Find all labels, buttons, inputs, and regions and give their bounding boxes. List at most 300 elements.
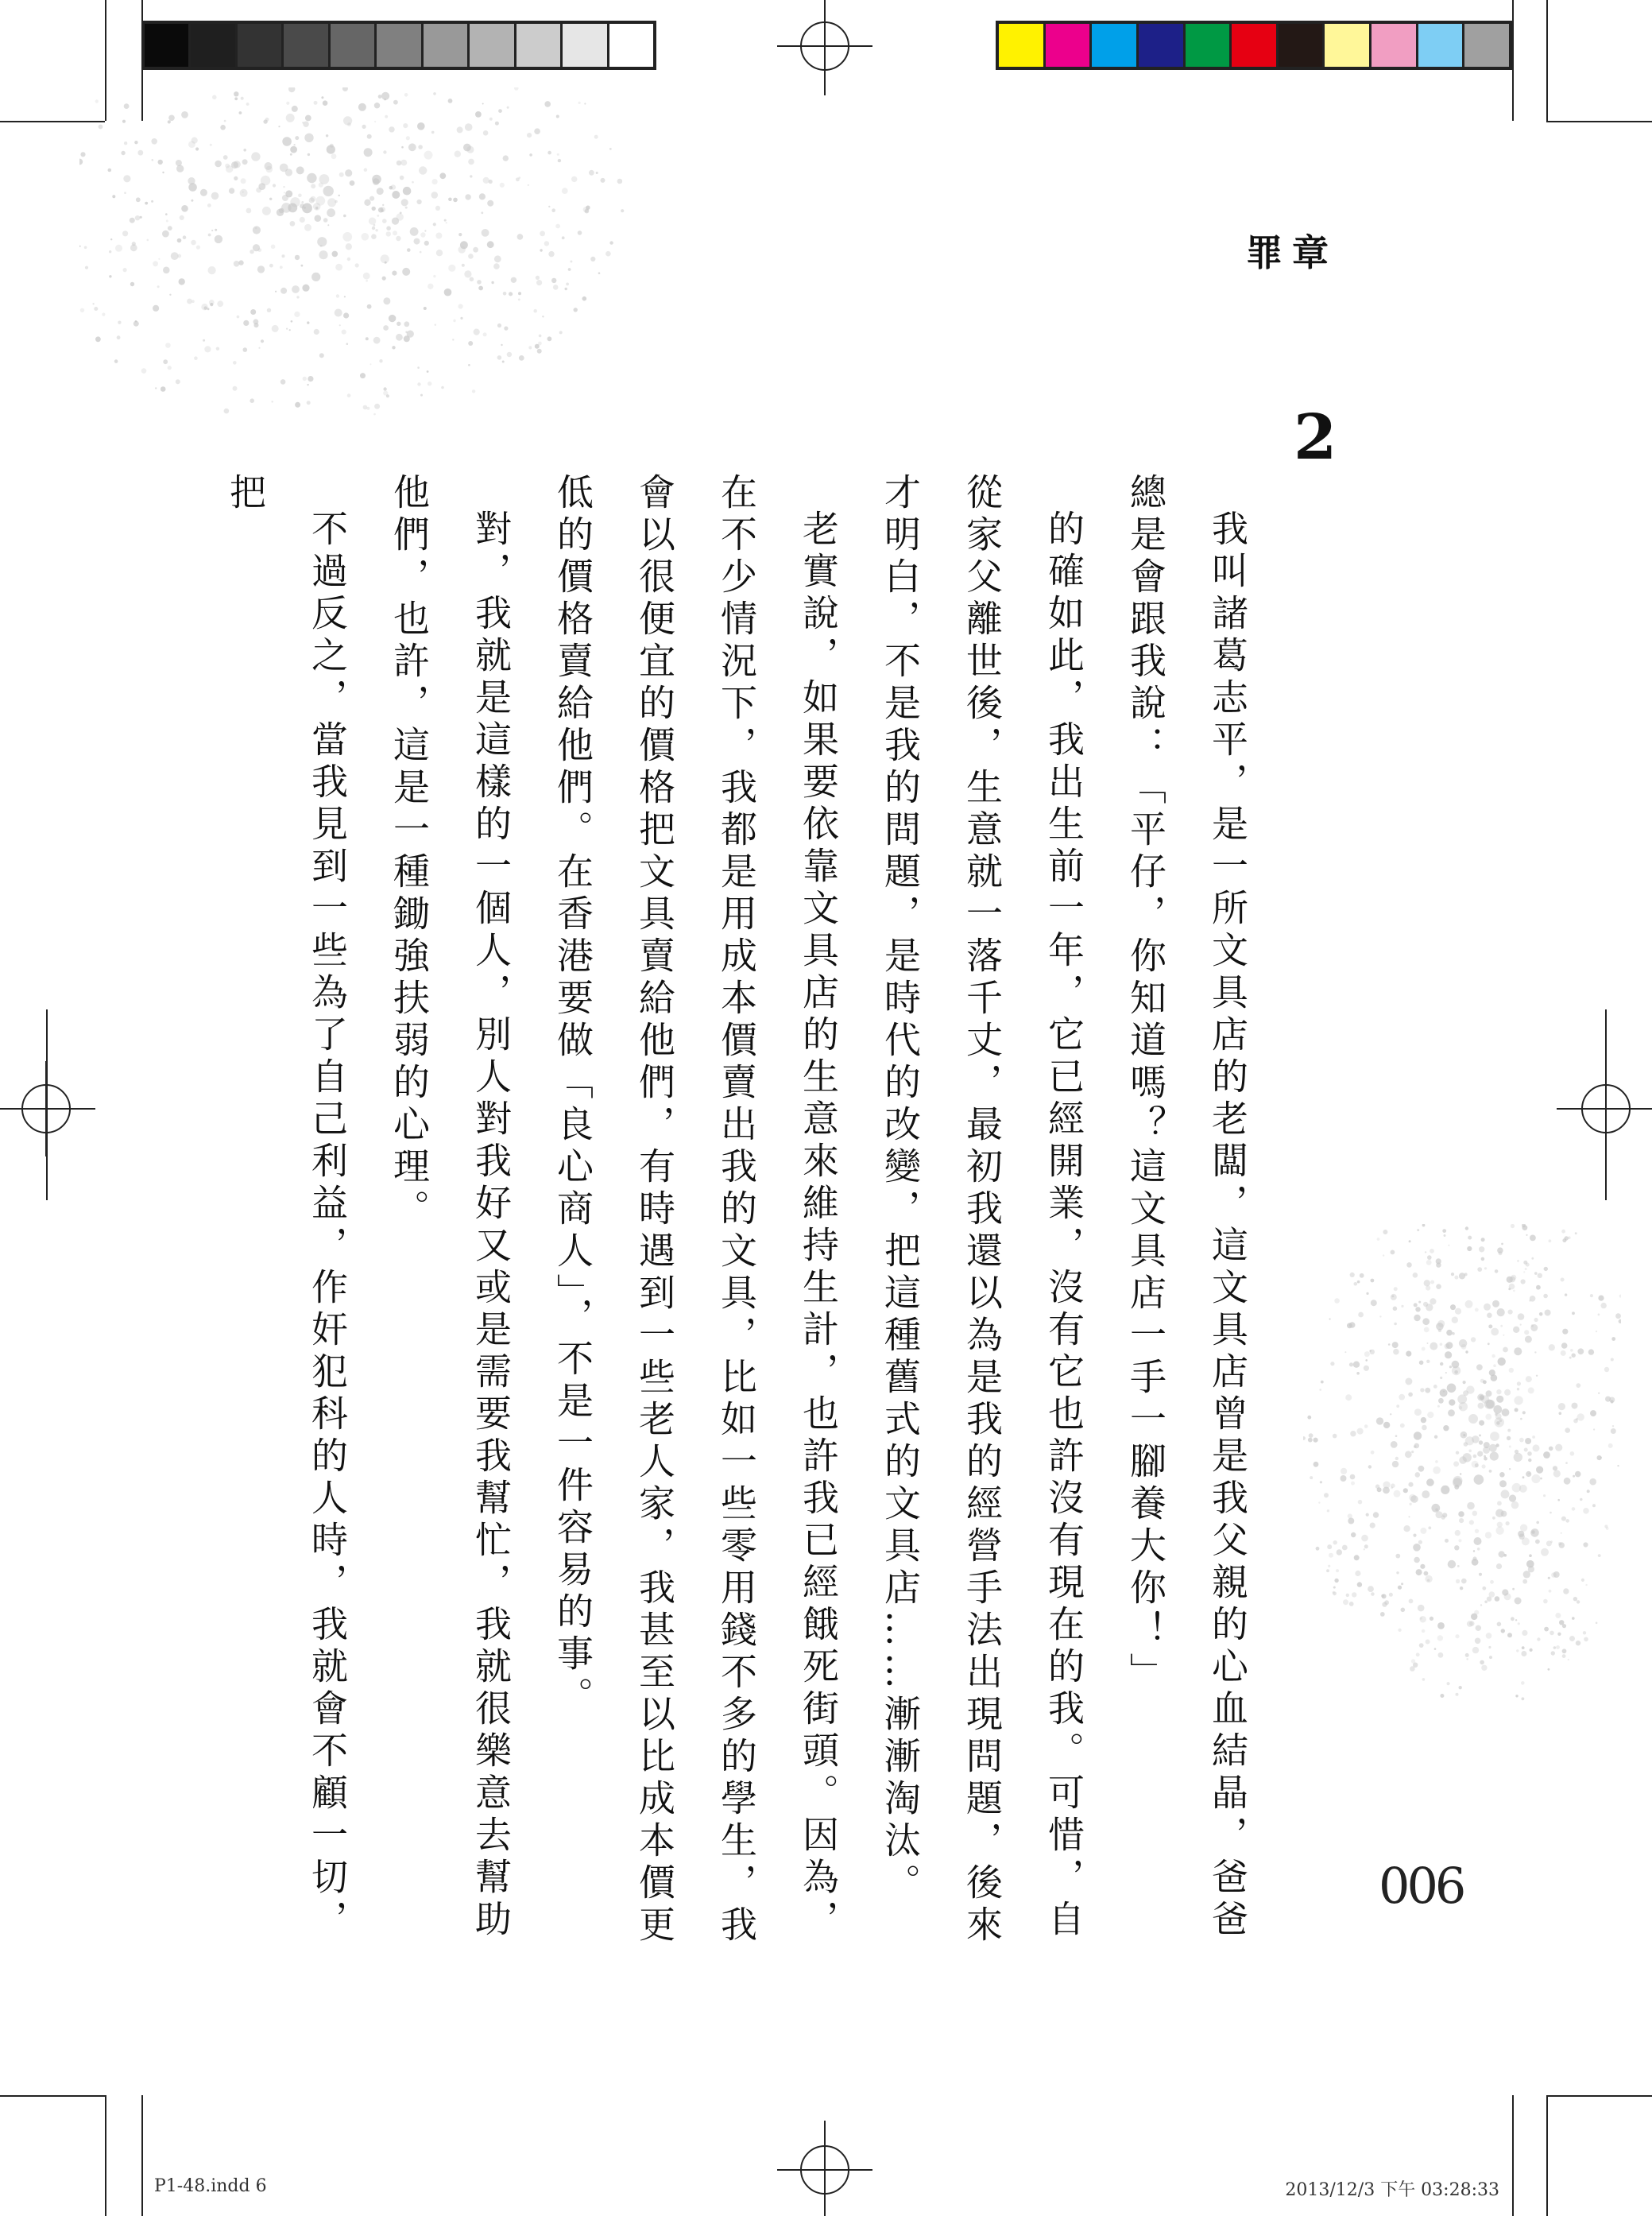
speckle-dot	[358, 103, 366, 111]
speckle-dot	[295, 136, 299, 140]
speckle-dot	[1319, 1389, 1321, 1391]
speckle-dot	[1511, 1224, 1515, 1228]
speckle-dot	[1454, 1545, 1459, 1550]
speckle-dot	[405, 331, 408, 334]
speckle-dot	[1351, 1482, 1355, 1486]
speckle-dot	[1596, 1331, 1597, 1332]
speckle-dot	[215, 229, 217, 231]
speckle-dot	[1518, 1313, 1525, 1320]
speckle-dot	[417, 366, 420, 369]
speckle-dot	[191, 240, 196, 246]
speckle-dot	[1365, 1359, 1368, 1362]
speckle-dot	[210, 144, 212, 146]
speckle-dot	[79, 246, 81, 247]
speckle-dot	[1361, 1535, 1368, 1542]
speckle-dot	[1493, 1405, 1502, 1414]
speckle-dot	[377, 188, 384, 195]
speckle-dot	[1489, 1444, 1497, 1452]
crop-mark	[1512, 2095, 1514, 2216]
speckle-dot	[1517, 1388, 1519, 1390]
speckle-dot	[491, 281, 493, 284]
speckle-dot	[1427, 1342, 1429, 1344]
speckle-dot	[1347, 1323, 1352, 1328]
speckle-dot	[1405, 1451, 1412, 1458]
speckle-dot	[1427, 1255, 1432, 1260]
speckle-dot	[292, 106, 298, 112]
speckle-dot	[518, 292, 521, 295]
speckle-dot	[1418, 1301, 1421, 1304]
speckle-dot	[1377, 1487, 1382, 1492]
speckle-dot	[1357, 1582, 1362, 1586]
speckle-dot	[1612, 1425, 1614, 1427]
speckle-dot	[256, 188, 261, 193]
speckle-dot	[1489, 1470, 1492, 1473]
speckle-dot	[1420, 1616, 1426, 1622]
speckle-dot	[94, 307, 98, 311]
speckle-dot	[1463, 1453, 1472, 1462]
speckle-dot	[1577, 1348, 1584, 1354]
speckle-dot	[1345, 1394, 1352, 1400]
speckle-dot	[393, 100, 398, 105]
speckle-dot	[381, 209, 384, 212]
speckle-dot	[1465, 1350, 1468, 1353]
speckle-dot	[253, 319, 259, 324]
speckle-dot	[1503, 1347, 1508, 1353]
speckle-dot	[1576, 1383, 1580, 1388]
speckle-dot	[594, 135, 598, 139]
speckle-dot	[1481, 1665, 1487, 1671]
speckle-dot	[165, 343, 171, 348]
speckle-dot	[509, 292, 513, 296]
speckle-dot	[200, 189, 207, 196]
speckle-dot	[239, 111, 242, 114]
speckle-dot	[92, 303, 94, 304]
speckle-dot	[558, 159, 561, 162]
speckle-dot	[1561, 1278, 1565, 1282]
speckle-dot	[1513, 1290, 1515, 1292]
speckle-dot	[169, 294, 171, 296]
speckle-dot	[502, 361, 505, 363]
speckle-dot	[280, 379, 286, 385]
speckle-dot	[1414, 1408, 1422, 1416]
speckle-dot	[1503, 1335, 1504, 1336]
speckle-dot	[1406, 1262, 1412, 1268]
speckle-dot	[1468, 1450, 1472, 1453]
speckle-dot	[1394, 1323, 1397, 1326]
speckle-dot	[282, 137, 292, 146]
speckle-dot	[243, 320, 249, 326]
crop-mark	[1546, 2095, 1652, 2097]
speckle-dot	[1517, 1381, 1521, 1385]
speckle-dot	[410, 227, 419, 236]
speckle-dot	[1575, 1232, 1577, 1234]
speckle-dot	[162, 231, 169, 238]
speckle-dot	[1598, 1554, 1601, 1557]
speckle-dot	[1472, 1461, 1479, 1468]
speckle-dot	[323, 100, 328, 106]
speckle-dot	[1389, 1593, 1393, 1597]
speckle-dot	[162, 172, 164, 173]
speckle-dot	[1371, 1451, 1375, 1455]
speckle-dot	[124, 192, 126, 194]
speckle-dot	[1548, 1577, 1550, 1579]
speckle-dot	[1561, 1350, 1566, 1356]
speckle-dot	[115, 245, 122, 252]
speckle-dot	[1480, 1397, 1483, 1400]
speckle-dot	[1328, 1565, 1330, 1567]
speckle-dot	[1577, 1413, 1584, 1420]
speckle-dot	[1496, 1396, 1503, 1403]
speckle-dot	[1536, 1466, 1543, 1474]
speckle-dot	[313, 203, 321, 211]
speckle-dot	[1366, 1292, 1368, 1295]
speckle-dot	[1513, 1327, 1519, 1333]
speckle-dot	[1394, 1490, 1401, 1497]
speckle-dot	[1508, 1310, 1513, 1315]
crop-mark	[1546, 121, 1652, 122]
speckle-dot	[1530, 1324, 1538, 1331]
speckle-dot	[568, 268, 571, 271]
speckle-dot	[1438, 1329, 1441, 1332]
speckle-dot	[1519, 1534, 1525, 1540]
speckle-dot	[194, 356, 198, 360]
speckle-dot	[241, 178, 246, 184]
speckle-dot	[1568, 1659, 1569, 1660]
speckle-dot	[396, 236, 400, 241]
print-timestamp: 2013/12/3 下午 03:28:33	[1285, 2180, 1499, 2200]
speckle-dot	[1423, 1302, 1428, 1307]
speckle-dot	[1563, 1588, 1569, 1594]
speckle-dot	[544, 241, 549, 246]
speckle-dot	[495, 122, 499, 126]
speckle-dot	[584, 103, 586, 104]
speckle-dot	[1558, 1403, 1565, 1410]
speckle-dot	[1590, 1410, 1596, 1416]
speckle-dot	[302, 203, 312, 214]
speckle-dot	[1472, 1435, 1480, 1443]
speckle-dot	[1349, 1362, 1353, 1366]
speckle-dot	[1401, 1305, 1403, 1308]
speckle-dot	[1456, 1579, 1460, 1583]
speckle-dot	[1369, 1350, 1371, 1351]
speckle-dot	[369, 218, 376, 225]
speckle-dot	[1309, 1433, 1313, 1438]
speckle-dot	[562, 188, 568, 194]
speckle-dot	[1472, 1511, 1478, 1517]
speckle-dot	[1488, 1342, 1490, 1345]
speckle-dot	[1534, 1351, 1536, 1353]
speckle-dot	[1549, 1590, 1552, 1593]
speckle-dot	[1499, 1551, 1505, 1557]
speckle-dot	[1565, 1236, 1569, 1240]
speckle-dot	[179, 278, 185, 285]
speckle-dot	[311, 184, 315, 188]
speckle-dot	[99, 125, 103, 130]
page-number: 006	[1379, 1857, 1464, 1915]
speckle-dot	[1469, 1520, 1474, 1524]
speckle-dot	[319, 174, 330, 184]
speckle-dot	[1436, 1323, 1444, 1331]
speckle-dot	[1401, 1608, 1406, 1613]
speckle-dot	[80, 152, 85, 157]
speckle-dot	[1460, 1473, 1461, 1474]
speckle-dot	[1430, 1617, 1433, 1621]
speckle-dot	[386, 226, 391, 231]
speckle-dot	[80, 308, 84, 312]
speckle-dot	[1477, 1394, 1484, 1401]
speckle-dot	[319, 353, 324, 358]
speckle-dot	[1543, 1494, 1546, 1497]
speckle-dot	[1515, 1619, 1517, 1621]
speckle-dot	[307, 401, 311, 405]
color-swatch	[1232, 24, 1279, 67]
speckle-dot	[204, 346, 211, 352]
speckle-dot	[234, 261, 240, 267]
speckle-dot	[1474, 1537, 1482, 1545]
speckle-dot	[424, 151, 433, 160]
speckle-dot	[1490, 1580, 1494, 1584]
speckle-dot	[435, 233, 442, 239]
speckle-dot	[284, 192, 285, 193]
speckle-dot	[431, 192, 439, 199]
speckle-dot	[417, 382, 420, 385]
speckle-dot	[374, 121, 376, 122]
speckle-dot	[250, 398, 254, 403]
speckle-dot	[203, 339, 205, 342]
speckle-dot	[1463, 1434, 1465, 1436]
speckle-dot	[1555, 1613, 1561, 1618]
speckle-dot	[1592, 1504, 1596, 1507]
speckle-dot	[1371, 1592, 1375, 1596]
speckle-dot	[1422, 1224, 1426, 1226]
speckle-dot	[1375, 1485, 1379, 1489]
speckle-dot	[176, 165, 184, 172]
speckle-dot	[1433, 1385, 1437, 1389]
speckle-dot	[403, 187, 412, 196]
speckle-dot	[240, 189, 248, 197]
speckle-dot	[503, 292, 507, 296]
speckle-dot	[308, 376, 313, 382]
speckle-dot	[1482, 1464, 1486, 1468]
speckle-dot	[122, 231, 128, 236]
speckle-dot	[1480, 1379, 1484, 1383]
speckle-dot	[1463, 1381, 1466, 1384]
color-swatch	[563, 24, 609, 67]
speckle-dot	[1364, 1548, 1365, 1550]
speckle-dot	[1368, 1586, 1374, 1592]
speckle-dot	[1551, 1572, 1557, 1578]
speckle-dot	[1524, 1330, 1529, 1335]
crop-mark	[0, 2095, 105, 2097]
speckle-dot	[372, 207, 376, 211]
speckle-dot	[1611, 1337, 1615, 1341]
speckle-dot	[1489, 1370, 1495, 1376]
speckle-dot	[1497, 1501, 1502, 1505]
speckle-dot	[1422, 1425, 1427, 1431]
speckle-dot	[1419, 1643, 1424, 1648]
speckle-dot	[1486, 1390, 1492, 1397]
speckle-dot	[1562, 1329, 1568, 1335]
speckle-dot	[1410, 1495, 1418, 1503]
speckle-dot	[1479, 1435, 1481, 1437]
speckle-dot	[279, 208, 284, 214]
speckle-dot	[1352, 1592, 1356, 1597]
speckle-dot	[385, 115, 388, 118]
speckle-dot	[315, 196, 325, 206]
speckle-dot	[1522, 1646, 1525, 1649]
speckle-dot	[1509, 1495, 1516, 1502]
speckle-dot	[1475, 1463, 1479, 1467]
speckle-dot	[1495, 1509, 1503, 1517]
speckle-dot	[109, 250, 111, 253]
speckle-dot	[458, 246, 466, 253]
speckle-dot	[258, 183, 265, 190]
speckle-dot	[1553, 1466, 1557, 1470]
speckle-dot	[1414, 1303, 1418, 1307]
speckle-dot	[1590, 1294, 1593, 1297]
speckle-dot	[123, 175, 130, 182]
speckle-dot	[151, 200, 153, 203]
speckle-dot	[286, 328, 288, 330]
speckle-dot	[1544, 1267, 1548, 1271]
speckle-dot	[176, 160, 182, 166]
speckle-dot	[1421, 1417, 1426, 1423]
speckle-dot	[314, 101, 318, 105]
speckle-dot	[404, 93, 408, 97]
speckle-dot	[401, 146, 404, 149]
speckle-dot	[1343, 1599, 1348, 1605]
speckle-dot	[238, 260, 243, 265]
speckle-dot	[1341, 1468, 1347, 1474]
speckle-dot	[1326, 1569, 1329, 1572]
color-swatch	[284, 24, 330, 67]
speckle-dot	[1561, 1342, 1568, 1349]
speckle-dot	[1454, 1370, 1458, 1374]
speckle-dot	[1495, 1527, 1503, 1535]
speckle-dot	[487, 200, 493, 207]
registration-mark-icon	[777, 0, 872, 95]
speckle-dot	[1475, 1529, 1479, 1533]
speckle-dot	[555, 224, 560, 229]
speckle-dot	[208, 234, 211, 237]
speckle-dot	[1400, 1424, 1405, 1428]
speckle-dot	[280, 265, 283, 269]
speckle-dot	[1411, 1451, 1414, 1453]
speckle-dot	[1555, 1444, 1562, 1451]
speckle-dot	[559, 331, 563, 334]
speckle-dot	[1422, 1490, 1430, 1498]
speckle-dot	[1354, 1282, 1358, 1286]
speckle-dot	[1589, 1478, 1596, 1486]
speckle-dot	[1321, 1381, 1324, 1384]
speckle-dot	[1531, 1474, 1540, 1483]
speckle-dot	[1422, 1347, 1426, 1351]
speckle-dot	[135, 215, 140, 220]
speckle-dot	[342, 330, 346, 335]
speckle-dot	[1477, 1267, 1482, 1272]
speckle-dot	[1543, 1451, 1550, 1459]
speckle-dot	[261, 176, 270, 185]
speckle-dot	[1584, 1637, 1588, 1642]
speckle-dot	[301, 201, 304, 203]
speckle-dot	[1474, 1610, 1479, 1615]
speckle-dot	[1395, 1457, 1399, 1460]
speckle-dot	[307, 384, 308, 385]
speckle-dot	[367, 134, 372, 139]
speckle-dot	[1449, 1366, 1452, 1368]
speckle-dot	[1557, 1499, 1560, 1501]
speckle-dot	[336, 294, 339, 297]
speckle-dot	[1521, 1279, 1526, 1284]
speckle-dot	[1569, 1357, 1572, 1359]
speckle-dot	[123, 268, 127, 272]
speckle-dot	[112, 195, 115, 198]
speckle-dot	[1619, 1319, 1621, 1323]
speckle-dot	[1478, 1403, 1484, 1409]
speckle-dot	[347, 258, 350, 261]
speckle-dot	[286, 114, 295, 122]
speckle-dot	[1329, 1318, 1331, 1319]
speckle-dot	[1500, 1325, 1503, 1327]
speckle-dot	[1455, 1308, 1461, 1315]
speckle-dot	[258, 347, 260, 349]
speckle-dot	[1530, 1235, 1536, 1242]
speckle-dot	[435, 206, 440, 211]
speckle-dot	[1490, 1452, 1499, 1461]
speckle-dot	[1329, 1553, 1333, 1558]
paragraph: 老實說，如果要依靠文具店的生意來維持生計，也許我已經餓死街頭。因為，在不少情況下，我都是用成本價賣出我的文具，比如一些零用錢不多的學生，我會以很便宜的價格把文具賣給他們，有時遇到一些老人家，我甚至以比成本價更低的價格賣給他們。在香港要做「良心商人」，不是一件容易的事。	[551, 473, 840, 1947]
color-swatch	[1186, 24, 1232, 67]
speckle-dot	[1501, 1243, 1503, 1246]
speckle-dot	[1394, 1287, 1398, 1291]
speckle-dot	[300, 217, 305, 223]
speckle-dot	[1561, 1230, 1565, 1234]
speckle-dot	[1519, 1485, 1527, 1493]
speckle-dot	[303, 122, 308, 127]
speckle-dot	[1377, 1238, 1380, 1241]
speckle-dot	[1485, 1532, 1491, 1538]
speckle-dot	[1453, 1461, 1459, 1466]
speckle-dot	[1445, 1539, 1449, 1543]
speckle-dot	[265, 162, 273, 170]
speckle-dot	[1596, 1622, 1598, 1625]
speckle-dot	[1459, 1406, 1462, 1409]
speckle-dot	[1437, 1405, 1440, 1408]
speckle-dot	[1370, 1350, 1375, 1354]
speckle-dot	[382, 204, 384, 206]
color-swatch	[191, 24, 237, 67]
speckle-dot	[79, 159, 83, 165]
speckle-dot	[1597, 1455, 1602, 1460]
speckle-dot	[383, 391, 388, 396]
speckle-dot	[1504, 1593, 1511, 1600]
speckle-dot	[444, 289, 452, 296]
speckle-dot	[364, 200, 370, 206]
speckle-dot	[417, 122, 425, 130]
speckle-dot	[1435, 1460, 1438, 1463]
speckle-dot	[1544, 1627, 1549, 1632]
speckle-dot	[452, 339, 454, 340]
speckle-dot	[1550, 1540, 1553, 1543]
speckle-dot	[1565, 1462, 1568, 1464]
speckle-dot	[1598, 1393, 1600, 1394]
speckle-dot	[1472, 1559, 1479, 1566]
speckle-dot	[1464, 1442, 1468, 1447]
speckle-dot	[489, 180, 493, 184]
speckle-dot	[1471, 1337, 1476, 1342]
speckle-dot	[1481, 1238, 1485, 1242]
color-swatch	[331, 24, 377, 67]
